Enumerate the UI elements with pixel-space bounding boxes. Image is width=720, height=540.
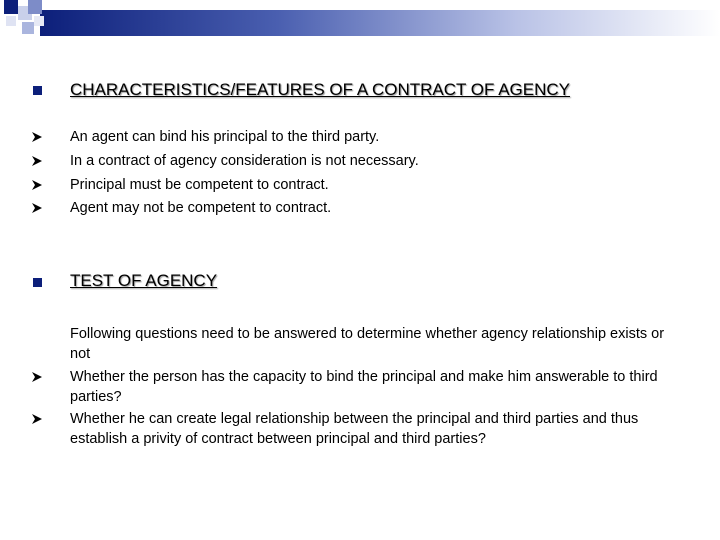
header-gradient-bar [40,10,720,36]
arrowhead-bullet-icon [31,413,43,425]
list-item: Principal must be competent to contract. [70,177,329,193]
list-item: In a contract of agency consideration is not necessary. [70,153,419,169]
arrowhead-bullet-icon [31,202,43,214]
arrowhead-bullet-icon [31,179,43,191]
square-bullet-icon [33,278,42,287]
list-item: Agent may not be competent to contract. [70,200,332,216]
arrowhead-bullet-icon [31,371,43,383]
section-heading-test-of-agency: TEST OF AGENCY [70,271,218,290]
decor-square [34,16,44,26]
decor-square [28,0,42,14]
square-bullet-icon [33,86,42,95]
arrowhead-bullet-icon [31,131,43,143]
list-item: Whether the person has the capacity to bind the principal and make him answerable to third parties? [70,369,658,405]
list-item: An agent can bind his principal to the third party. [70,129,380,145]
intro-paragraph: Following questions need to be answered to determine whether agency relationship exists or not [70,326,665,362]
header-decoration [0,0,720,50]
section-heading-characteristics: CHARACTERISTICS/FEATURES OF A CONTRACT OF AGENCY [70,80,570,99]
decor-square [6,16,16,26]
arrowhead-bullet-icon [31,155,43,167]
decor-square [4,0,18,14]
decor-square [22,22,34,34]
list-item: Whether he can create legal relationship between the principal and third parties and thus establish a privity of contract between principal and third parties? [70,411,639,447]
